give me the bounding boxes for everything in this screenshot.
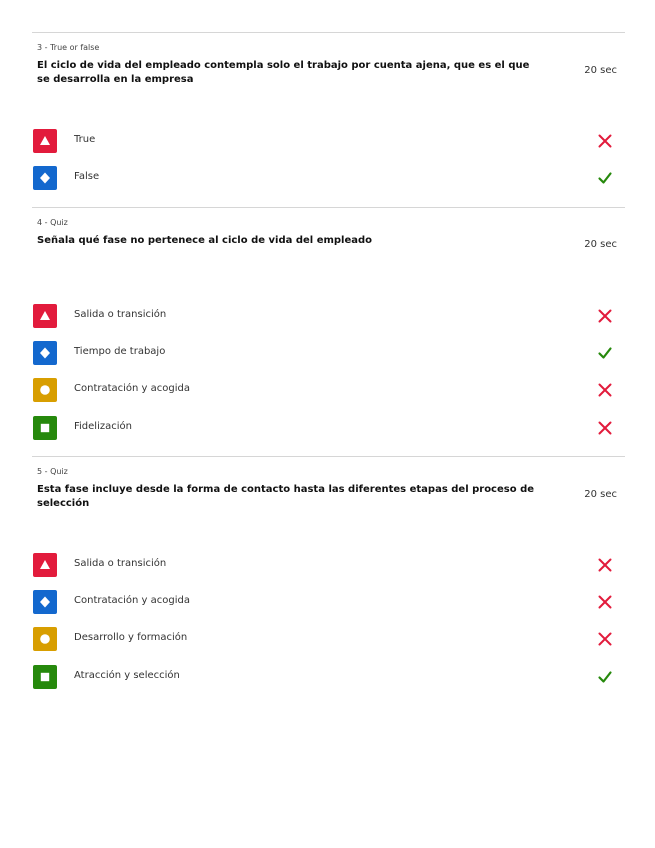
answer-label: Desarrollo y formación — [74, 632, 188, 643]
question-title: El ciclo de vida del empleado contempla solo el trabajo por cuenta ajena, que es el que se desarrolla en la empresa — [37, 60, 530, 85]
wrong-icon — [596, 630, 614, 648]
question-card — [32, 32, 625, 208]
square-icon — [33, 665, 57, 689]
wrong-icon — [596, 381, 614, 399]
correct-icon — [596, 344, 614, 362]
question-time: 20 sec — [584, 239, 617, 250]
question-card — [32, 456, 625, 707]
answer-label: Tiempo de trabajo — [74, 346, 166, 357]
answer-option — [32, 128, 625, 154]
wrong-icon — [596, 556, 614, 574]
diamond-icon — [33, 341, 57, 365]
triangle-icon — [33, 304, 57, 328]
answer-label: True — [74, 134, 96, 145]
answer-label: Salida o transición — [74, 558, 167, 569]
question-title: Señala qué fase no pertenece al ciclo de vida del empleado — [37, 235, 373, 246]
answer-option — [32, 552, 625, 578]
answer-label: Salida o transición — [74, 309, 167, 320]
correct-icon — [596, 169, 614, 187]
answer-label: Contratación y acogida — [74, 595, 191, 606]
triangle-icon — [33, 129, 57, 153]
answer-option — [32, 340, 625, 366]
square-icon — [33, 416, 57, 440]
answer-option — [32, 165, 625, 191]
wrong-icon — [596, 419, 614, 437]
answer-option — [32, 589, 625, 615]
question-time: 20 sec — [584, 489, 617, 500]
answer-option — [32, 415, 625, 441]
circle-icon — [33, 378, 57, 402]
diamond-icon — [33, 166, 57, 190]
wrong-icon — [596, 132, 614, 150]
answer-option — [32, 626, 625, 652]
wrong-icon — [596, 593, 614, 611]
question-title: Esta fase incluye desde la forma de contacto hasta las diferentes etapas del proceso de selección — [37, 484, 535, 509]
question-meta: 3 - True or false — [37, 43, 100, 52]
question-meta: 4 - Quiz — [37, 218, 68, 227]
answer-label: Contratación y acogida — [74, 383, 191, 394]
diamond-icon — [33, 590, 57, 614]
answer-label: Fidelización — [74, 421, 132, 432]
answer-label: Atracción y selección — [74, 670, 180, 681]
answer-option — [32, 303, 625, 329]
question-time: 20 sec — [584, 65, 617, 76]
answer-option — [32, 664, 625, 690]
question-meta: 5 - Quiz — [37, 467, 68, 476]
triangle-icon — [33, 553, 57, 577]
answer-option — [32, 377, 625, 403]
circle-icon — [33, 627, 57, 651]
answer-label: False — [74, 171, 100, 182]
question-card — [32, 207, 625, 457]
wrong-icon — [596, 307, 614, 325]
correct-icon — [596, 668, 614, 686]
